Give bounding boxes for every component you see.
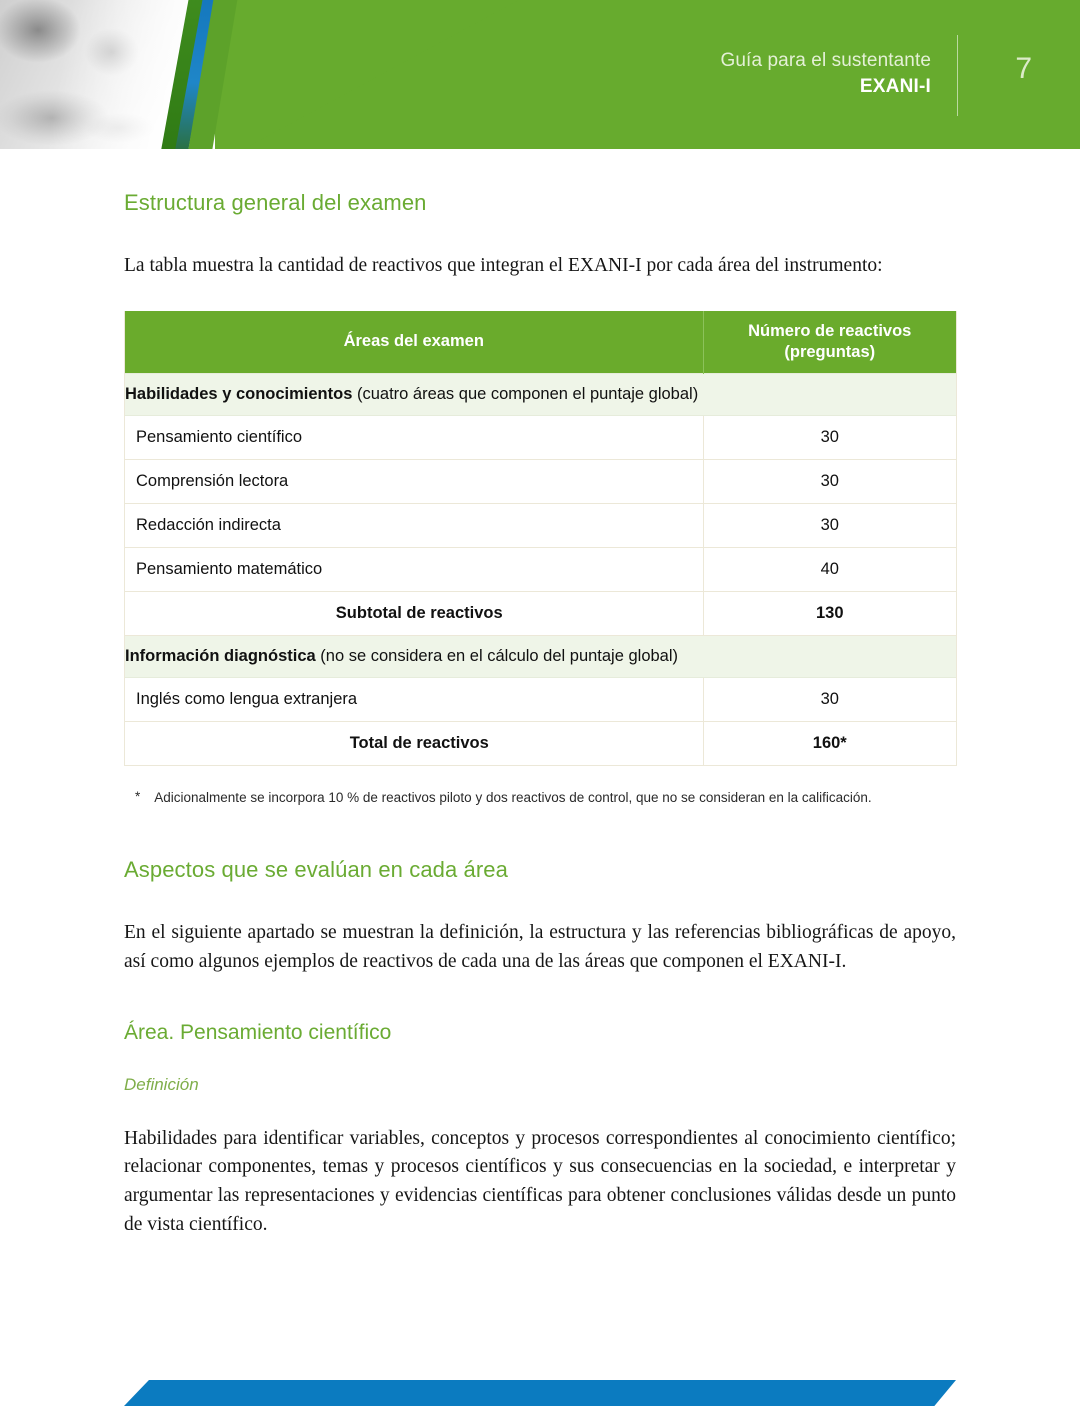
table-cell-area: Inglés como lengua extranjera [125, 677, 703, 721]
page-number: 7 [1015, 52, 1032, 85]
table-row [125, 415, 956, 459]
page-header [0, 0, 1080, 149]
bottom-accent-bar [124, 1380, 956, 1406]
header-title-block [721, 48, 931, 100]
spacer [124, 1095, 956, 1125]
header-divider [957, 35, 958, 116]
definition-heading: Definición [124, 1074, 199, 1094]
group-label-strong: Información diagnóstica [125, 646, 316, 665]
table-body [125, 373, 956, 765]
table-cell-area: Redacción indirecta [125, 503, 703, 547]
table-cell-number: 130 [703, 591, 956, 635]
spacer [124, 977, 956, 1021]
table-row-total [125, 721, 956, 765]
definition-paragraph: Habilidades para identificar variables, conceptos y procesos correspondientes al conocimiento científico; relacionar componentes, temas y procesos científicos y sus consecuencias en la sociedad, e interpretar y argumentar las representaciones y evidencias científicas para obtener conclusiones válidas desde un punto de vista científico. [124, 1127, 956, 1236]
spacer [124, 281, 956, 311]
table-group-row-habilidades [125, 373, 956, 415]
table-group-cell [125, 635, 956, 677]
table-cell-number: 160* [703, 721, 956, 765]
header-title-exam: EXANI-I [859, 76, 931, 98]
spacer [124, 883, 956, 919]
table-header-area: Áreas del examen [125, 311, 703, 374]
table-header [125, 311, 956, 374]
table-row [125, 677, 956, 721]
table-cell-number: 30 [703, 503, 956, 547]
table-cell-area: Pensamiento científico [125, 415, 703, 459]
table-row [125, 503, 956, 547]
table-header-number-line2: (preguntas) [784, 342, 876, 361]
spacer [124, 805, 956, 857]
group-label-strong: Habilidades y conocimientos [125, 384, 353, 403]
group-label-normal: (cuatro áreas que componen el puntaje global) [352, 384, 699, 403]
section-heading-aspectos: Aspectos que se evalúan en cada área [124, 856, 508, 882]
table-header-number-line1: Número de reactivos [748, 321, 912, 340]
header-green-field [150, 0, 1080, 149]
table-cell-area: Comprensión lectora [125, 459, 703, 503]
table-cell-area: Subtotal de reactivos [125, 591, 703, 635]
table-cell-area: Pensamiento matemático [125, 547, 703, 591]
page-content [124, 190, 956, 1240]
section-heading-estructura: Estructura general del examen [124, 190, 427, 215]
spacer [124, 766, 956, 790]
table-row [125, 547, 956, 591]
table-header-number [703, 311, 956, 374]
table-row-subtotal [125, 591, 956, 635]
table-footnote [124, 790, 956, 805]
spacer [124, 216, 956, 252]
table-cell-number: 30 [703, 677, 956, 721]
footnote-text: Adicionalmente se incorpora 10 % de reactivos piloto y dos reactivos de control, que no se consideran en la calificación. [154, 789, 872, 805]
aspects-paragraph: En el siguiente apartado se muestran la definición, la estructura y las referencias bibliográficas de apoyo, así como algunos ejemplos de reactivos de cada una de las áreas que componen el EXANI-I. [124, 921, 956, 972]
table-cell-number: 40 [703, 547, 956, 591]
table-header-row [125, 311, 956, 374]
intro-paragraph: La tabla muestra la cantidad de reactivos que integran el EXANI-I por cada área del instrumento: [124, 255, 883, 276]
table-group-row-informacion [125, 635, 956, 677]
area-heading-pensamiento-cientifico: Área. Pensamiento científico [124, 1020, 392, 1044]
table-cell-area: Total de reactivos [125, 721, 703, 765]
table-row [125, 459, 956, 503]
group-label-normal: (no se considera en el cálculo del puntaje global) [315, 646, 679, 665]
spacer [124, 1045, 956, 1075]
table-cell-number: 30 [703, 415, 956, 459]
exam-structure-table [125, 311, 956, 766]
footnote-marker-asterisk: * [135, 788, 141, 804]
exam-structure-table-wrapper [124, 311, 957, 766]
header-title-guide: Guía para el sustentante [720, 50, 931, 71]
table-group-cell [125, 373, 956, 415]
table-cell-number: 30 [703, 459, 956, 503]
